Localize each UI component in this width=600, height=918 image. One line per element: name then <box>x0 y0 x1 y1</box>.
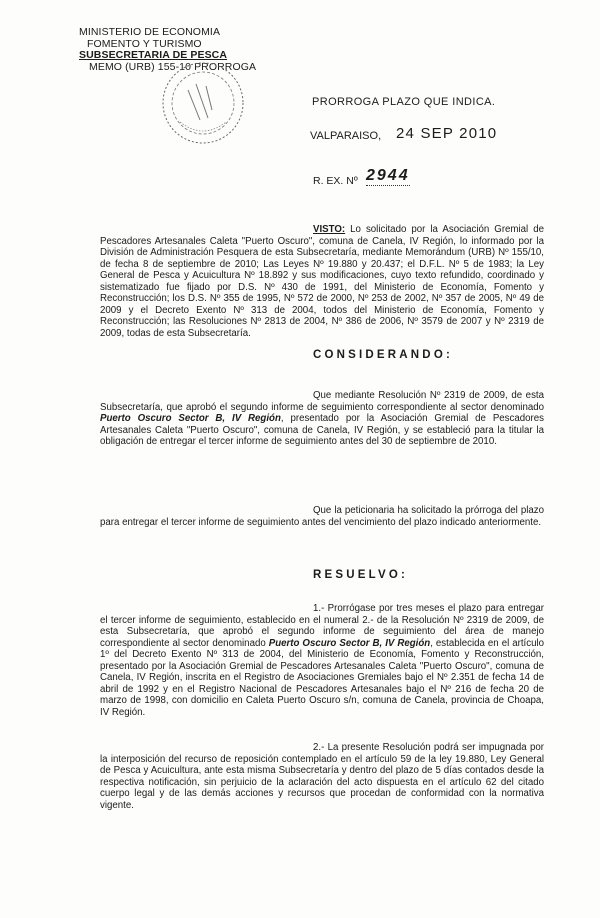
considerando-text-2: Que la peticionaria ha solicitado la prórroga del plazo para entregar el tercer informe de seguimiento antes del vencimiento del plazo indicado anteriormente. <box>100 505 544 528</box>
stamped-date: 24 SEP 2010 <box>396 125 498 142</box>
resuelvo-heading: RESUELVO: <box>313 569 409 581</box>
official-seal-stamp <box>160 60 246 146</box>
sector-name: Puerto Oscuro Sector B, IV Región <box>100 413 281 424</box>
memo-reference: MEMO (URB) 155-10 PRORROGA <box>89 60 257 73</box>
document-subject: PRORROGA PLAZO QUE INDICA. <box>312 96 496 108</box>
visto-paragraph <box>100 224 544 339</box>
resolution-number: 2944 <box>366 167 410 184</box>
resuelvo-text-c: , establecida en el artículo 1º del Decreto Exento Nº 313 de 2004, del Ministerio de Economía, Fomento y Reconstrucción, presentado por la Asociación Gremial de Pescadores Artesanales Caleta "Puerto Oscuro", comuna de Canela, IV Región, inscrita en el Registro de Asociaciones Gremiales bajo el Nº 2.351 de fecha 14 de abril de 1992 y en el Registro Nacional de Pescadores Artesanales bajo el Nº 216 de fecha 20 de marzo de 1998, con domicilio en Caleta Puerto Oscuro s/n, comuna de Canela, provincia de Choapa, IV Región. <box>100 637 545 718</box>
resuelvo-paragraph-2 <box>100 742 544 811</box>
place-label: VALPARAISO, <box>310 130 382 142</box>
resuelvo-text-2: 2.- La presente Resolución podrá ser impugnada por la interposición del recurso de reposición contemplado en el artículo 59 de la ley 19.880, Ley General de Pesca y Acuicultura, ante esta misma Subsecretaría y dentro del plazo de 5 días contados desde la respectiva notificación, sin perjuicio de la aclaración del acto dispuesta en el artículo 62 del citado cuerpo legal y de las demás acciones y recursos que procedan de conformidad con la normativa vigente. <box>100 742 544 811</box>
considerando-text-c: , presentado por la Asociación Gremial de Pescadores Artesanales Caleta "Puerto Oscuro", comuna de Canela, IV Región, y se estableció para la titular la obligación de entregar el tercer informe de seguimiento antes del 30 de septiembre de 2010. <box>100 413 544 447</box>
resuelvo-paragraph-1 <box>100 603 544 718</box>
visto-lead: VISTO: <box>313 224 346 235</box>
considerando-paragraph-1 <box>100 390 544 448</box>
resuelvo-text-a: 1.- Prorrógase por tres meses el plazo para entregar el tercer informe de seguimiento, establecido en el numeral 2.- de la Resolución Nº 2319 de 2009, de esta Subsecretaría, que aprobó el segundo informe de seguimiento del área de manejo correspondiente al sector denominado <box>100 603 544 649</box>
ministry-line-2: FOMENTO Y TURISMO <box>87 37 202 50</box>
visto-text: Lo solicitado por la Asociación Gremial de Pescadores Artesanales Caleta "Puerto Oscuro", comuna de Canela, IV Región, lo informado por la División de Administración Pesquera de esta Subsecretaría, mediante Memorándum (URB) Nº 155/10, de fecha 8 de septiembre de 2010; Las Leyes Nº 19.880 y 20.437; el D.F.L. Nº 5 de 1983; la Ley General de Pesca y Acuicultura Nº 18.892 y sus modificaciones, cuyo texto refundido, coordinado y sistematizado fue fijado por D.S. Nº 430 de 1991, del Ministerio de Economía, Fomento y Reconstrucción; los D.S. Nº 355 de 1995, Nº 572 de 2000, Nº 253 de 2002, Nº 357 de 2005, Nº 49 de 2009 y el Decreto Exento Nº 313 de 2004, todos del Ministerio de Economía, Fomento y Reconstrucción; las Resoluciones Nº 2813 de 2004, Nº 386 de 2006, Nº 3579 de 2007 y Nº 2319 de 2009, todas de esta Subsecretaría. <box>100 224 544 339</box>
considerando-paragraph-2 <box>100 505 544 528</box>
considerando-text-a: Que mediante Resolución Nº 2319 de 2009, de esta Subsecretaría, que aprobó el segundo informe de seguimiento correspondiente al sector denominado <box>100 390 544 413</box>
sector-name-2: Puerto Oscuro Sector B, IV Región <box>268 637 431 649</box>
considerando-heading: CONSIDERANDO: <box>313 349 453 361</box>
subsecretary-line: SUBSECRETARIA DE PESCA <box>79 49 228 61</box>
resolution-label: R. EX. Nº <box>313 175 358 187</box>
ministry-line: MINISTERIO DE ECONOMIA <box>79 26 221 38</box>
